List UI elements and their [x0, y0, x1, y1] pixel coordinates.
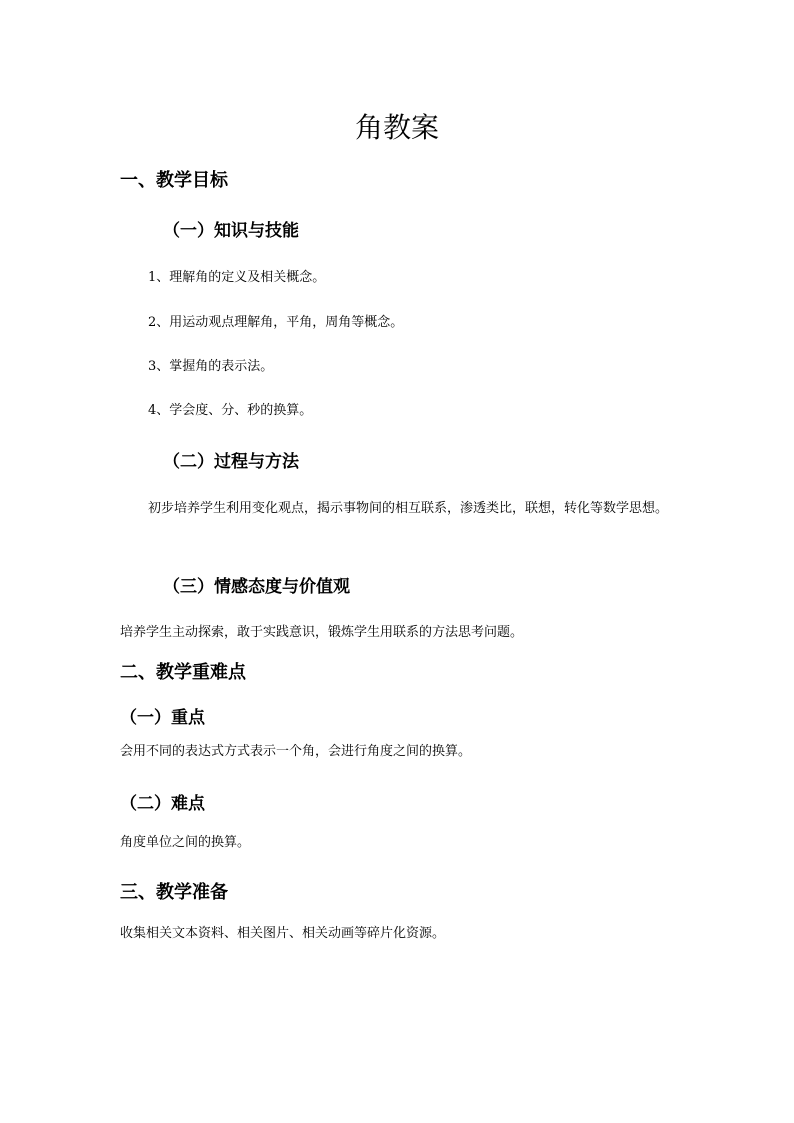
list-item: 3、掌握角的表示法。 [148, 359, 274, 374]
paragraph-process-methods: 初步培养学生利用变化观点，揭示事物间的相互联系，渗透类比，联想，转化等数学思想。 [148, 501, 669, 516]
paragraph-attitudes-values: 培养学生主动探索，敢于实践意识，锻炼学生用联系的方法思考问题。 [120, 625, 524, 640]
section-heading-preparation: 三、教学准备 [120, 882, 228, 903]
subheading-difficult-point: （二）难点 [120, 794, 205, 814]
subheading-process-methods: （二）过程与方法 [163, 452, 299, 472]
subheading-key-point: （一）重点 [120, 708, 205, 728]
paragraph-preparation: 收集相关文本资料、相关图片、相关动画等碎片化资源。 [120, 926, 446, 941]
subheading-knowledge-skills: （一）知识与技能 [163, 221, 299, 241]
subheading-attitudes-values: （三）情感态度与价值观 [163, 577, 350, 597]
document-title: 角教案 [354, 111, 439, 144]
list-item: 1、理解角的定义及相关概念。 [148, 270, 326, 285]
section-heading-key-points: 二、教学重难点 [120, 662, 246, 683]
list-item: 2、用运动观点理解角，平角，周角等概念。 [148, 315, 404, 330]
paragraph-difficult-point: 角度单位之间的换算。 [120, 835, 251, 850]
paragraph-key-point: 会用不同的表达式方式表示一个角，会进行角度之间的换算。 [120, 744, 472, 759]
section-heading-objectives: 一、教学目标 [120, 170, 228, 191]
list-item: 4、学会度、分、秒的换算。 [148, 403, 313, 418]
